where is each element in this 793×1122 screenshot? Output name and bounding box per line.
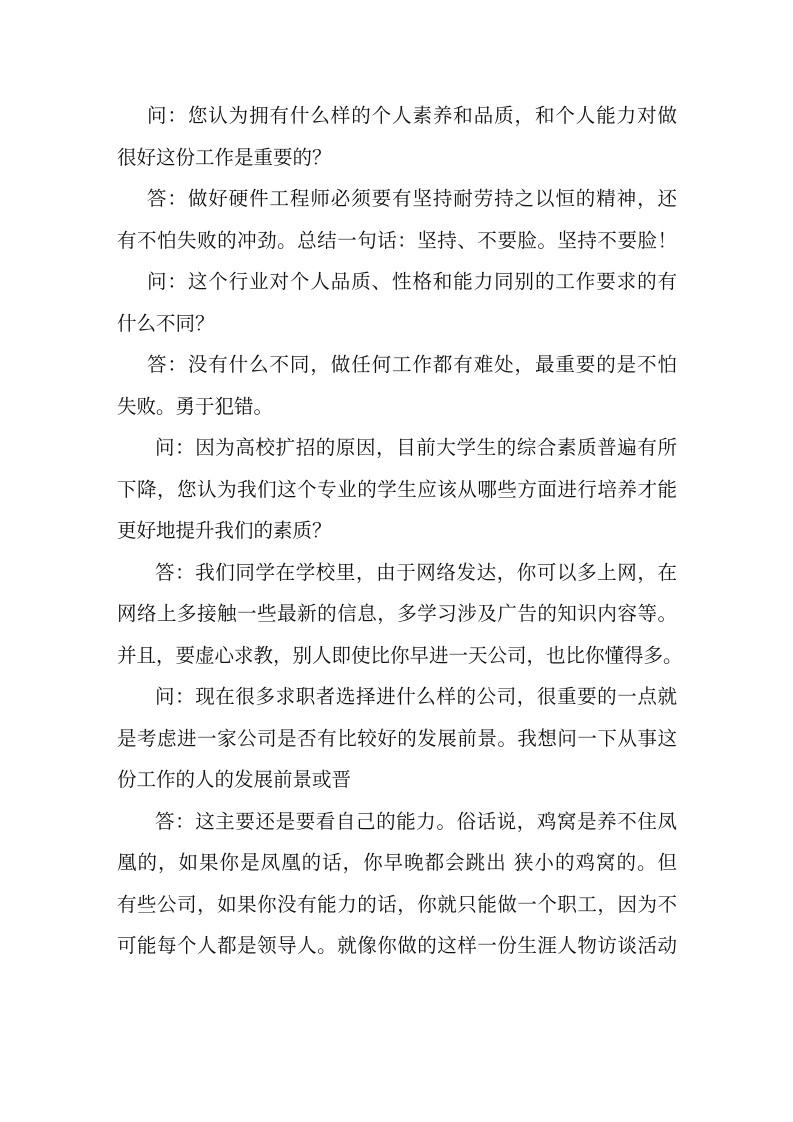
text-line: 答：我们同学在学校里，由于网络发达，你可以多上网，在 <box>155 560 677 584</box>
text-line: 什么不同？ <box>117 311 215 335</box>
text-line: 很好这份工作是重要的？ <box>117 145 332 169</box>
answer-paragraph <box>117 178 677 261</box>
document-body <box>117 95 683 967</box>
text-line: 有些公司，如果你没有能力的话，你就只能做一个职工，因为不 <box>117 892 677 916</box>
text-line: 可能每个人都是领导人。就像你做的这样一份生涯人物访谈活动 <box>117 934 677 957</box>
text-line: 问：您认为拥有什么样的个人素养和品质，和个人能力对做 <box>147 104 677 127</box>
text-line: 份工作的人的发展前景或晋 <box>117 768 352 791</box>
answer-paragraph <box>117 801 677 967</box>
text-line: 答：没有什么不同，做任何工作都有难处，最重要的是不怕 <box>147 353 677 376</box>
answer-paragraph <box>117 344 677 427</box>
question-paragraph <box>117 427 677 552</box>
text-line: 更好地提升我们的素质？ <box>117 519 332 542</box>
text-line: 是考虑进一家公司是否有比较好的发展前景。我想问一下从事这 <box>117 726 677 750</box>
text-line: 失败。勇于犯错。 <box>117 394 274 418</box>
answer-paragraph <box>117 552 683 677</box>
text-line: 答：这主要还是要看自己的能力。俗话说，鸡窝是养不住凤 <box>155 809 677 833</box>
text-line: 并且，要虚心求教，别人即使比你早进一天公司，也比你懂得多。 <box>117 643 683 667</box>
question-paragraph <box>117 676 677 801</box>
text-line: 问：因为高校扩招的原因，目前大学生的综合素质普遍有所 <box>155 436 677 459</box>
text-line: 有不怕失败的冲劲。总结一句话：坚持、不要脸。坚持不要脸！ <box>117 228 677 252</box>
text-line: 凰的，如果你是凤凰的话，你早晚都会跳出 狭小的鸡窝的。但 <box>117 851 677 874</box>
question-paragraph <box>117 95 677 178</box>
text-line: 网络上多接触一些最新的信息，多学习涉及广告的知识内容等。 <box>117 602 677 625</box>
text-line: 下降，您认为我们这个专业的学生应该从哪些方面进行培养才能 <box>117 477 677 501</box>
text-line: 问：这个行业对个人品质、性格和能力同别的工作要求的有 <box>147 270 677 293</box>
text-line: 答：做好硬件工程师必须要有坚持耐劳持之以恒的精神，还 <box>147 187 677 210</box>
question-paragraph <box>117 261 677 344</box>
text-line: 问：现在很多求职者选择进什么样的公司，很重要的一点就 <box>155 685 677 708</box>
